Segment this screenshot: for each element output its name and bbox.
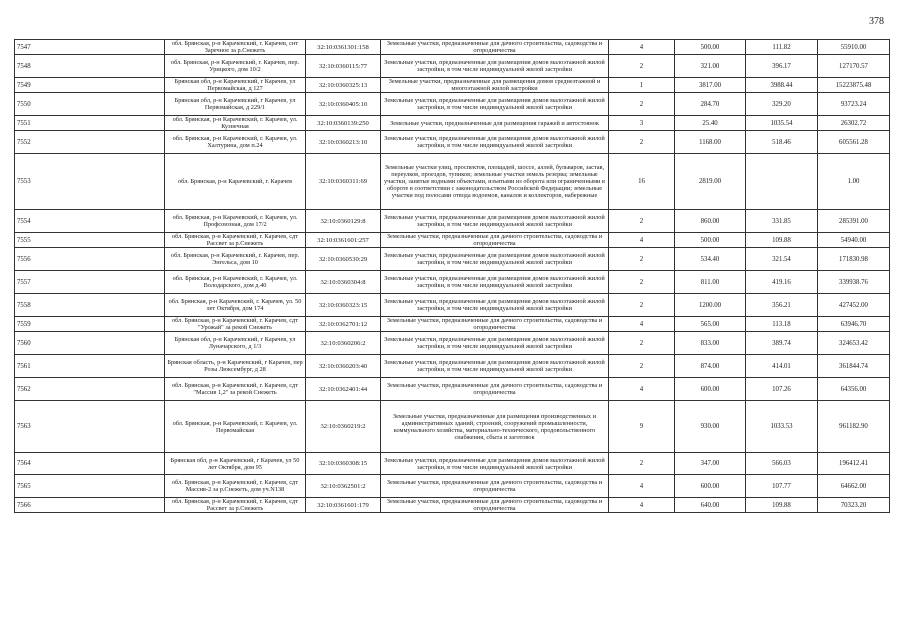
cadastral-number-cell: 32:10:0360213:10 — [306, 131, 381, 154]
table-row — [15, 475, 890, 498]
cadastral-value-cell: 54940.00 — [818, 233, 890, 248]
table-row — [15, 332, 890, 355]
cadastral-value-cell: 63946.70 — [818, 317, 890, 332]
area-cell: 1200.00 — [675, 294, 746, 317]
address-cell: обл. Брянская, р-н Карачевский, г. Карачев, сдт "Массив 1,2" за рекой Снежеть — [165, 378, 306, 401]
cadastral-value-table — [14, 39, 890, 513]
address-cell: Брянская область, р-н Карачевский, г Карачев, пер Розы Люксембург, д 28 — [165, 355, 306, 378]
land-use-cell: Земельные участки, предназначенные для размещения домов малоэтажной жилой застройки, в том числе индивидуальной жилой застройки — [381, 332, 609, 355]
table-row — [15, 453, 890, 475]
specific-value-cell: 1033.53 — [746, 401, 818, 453]
address-cell: обл. Брянская, р-н Карачевский, г. Карачев, сдт Рассвет за р.Снежеть — [165, 498, 306, 513]
cadastral-value-cell: 961182.90 — [818, 401, 890, 453]
cadastral-value-cell: 15223875.48 — [818, 78, 890, 93]
specific-value-cell: 419.16 — [746, 271, 818, 294]
table-row — [15, 317, 890, 332]
cadastral-number-cell: 32:10:0361601:179 — [306, 498, 381, 513]
cadastral-number-cell: 32:10:0360325:13 — [306, 78, 381, 93]
cadastral-value-cell: 196412.41 — [818, 453, 890, 475]
group-cell: 2 — [609, 248, 675, 271]
group-cell: 4 — [609, 475, 675, 498]
land-use-cell: Земельные участки, предназначенные для дачного строительства, садоводства и огородничества — [381, 317, 609, 332]
table-row — [15, 498, 890, 513]
group-cell: 4 — [609, 378, 675, 401]
table-row — [15, 78, 890, 93]
cadastral-value-cell: 127170.57 — [818, 55, 890, 78]
specific-value-cell: 107.26 — [746, 378, 818, 401]
area-cell: 930.00 — [675, 401, 746, 453]
land-use-cell: Земельные участки улиц, проспектов, площадей, шоссе, аллей, бульваров, застав, переулков, проездов, тупиков; земельные участки земель резерва; земельные участки, занятые водными объектами, изъятыми из оборота или ограниченными в обороте в соответствии с законодательством Российской Федерации; земельные участки под полосами отвода водоемов, каналов и коллекторов, набережные — [381, 154, 609, 210]
cadastral-number-cell: 32:10:0360139:250 — [306, 116, 381, 131]
land-use-cell: Земельные участки, предназначенные для дачного строительства, садоводства и огородничества — [381, 498, 609, 513]
specific-value-cell: 356.21 — [746, 294, 818, 317]
area-cell: 3817.00 — [675, 78, 746, 93]
land-use-cell: Земельные участки, предназначенные для размещения гаражей и автостоянок — [381, 116, 609, 131]
address-cell: обл. Брянская, р-н Карачевский, г. Карачев, ул. Профсоюзная, дом 17/2 — [165, 210, 306, 233]
area-cell: 833.00 — [675, 332, 746, 355]
land-use-cell: Земельные участки, предназначенные для размещения домов малоэтажной жилой застройки, в том числе индивидуальной жилой застройки — [381, 271, 609, 294]
area-cell: 2819.00 — [675, 154, 746, 210]
specific-value-cell: 566.03 — [746, 453, 818, 475]
area-cell: 860.00 — [675, 210, 746, 233]
address-cell: обл. Брянская, р-н Карачевский, г. Карачев, сдт Массив-2 за р.Снежеть, дом уч.N138 — [165, 475, 306, 498]
address-cell: обл. Брянская, р-н Карачевский, г. Карачев, ул. Халтурина, дом п.24 — [165, 131, 306, 154]
row-number: 7558 — [15, 294, 165, 317]
row-number: 7551 — [15, 116, 165, 131]
row-number: 7550 — [15, 93, 165, 116]
group-cell: 2 — [609, 294, 675, 317]
specific-value-cell: 321.54 — [746, 248, 818, 271]
area-cell: 811.00 — [675, 271, 746, 294]
address-cell: обл. Брянская, р-н Карачевский, г. Карачев, пер. Урицкого, дом 10/2 — [165, 55, 306, 78]
table-row — [15, 55, 890, 78]
group-cell: 2 — [609, 210, 675, 233]
table-row — [15, 154, 890, 210]
land-use-cell: Земельные участки, предназначенные для размещения домов малоэтажной жилой застройки, в том числе индивидуальной жилой застройки — [381, 453, 609, 475]
row-number: 7564 — [15, 453, 165, 475]
row-number: 7563 — [15, 401, 165, 453]
group-cell: 4 — [609, 498, 675, 513]
land-use-cell: Земельные участки, предназначенные для размещения домов малоэтажной жилой застройки, в том числе индивидуальной жилой застройки — [381, 355, 609, 378]
area-cell: 565.00 — [675, 317, 746, 332]
area-cell: 600.00 — [675, 378, 746, 401]
land-use-cell: Земельные участки, предназначенные для размещения домов малоэтажной жилой застройки, в том числе индивидуальной жилой застройки — [381, 93, 609, 116]
land-use-cell: Земельные участки, предназначенные для дачного строительства, садоводства и огородничества — [381, 475, 609, 498]
cadastral-value-cell: 64662.00 — [818, 475, 890, 498]
table-row — [15, 93, 890, 116]
cadastral-number-cell: 32:10:0360206:2 — [306, 332, 381, 355]
group-cell: 2 — [609, 355, 675, 378]
land-use-cell: Земельные участки, предназначенные для размещения домов малоэтажной жилой застройки, в том числе индивидуальной жилой застройки — [381, 248, 609, 271]
area-cell: 874.00 — [675, 355, 746, 378]
specific-value-cell: 518.46 — [746, 131, 818, 154]
specific-value-cell: 107.77 — [746, 475, 818, 498]
land-use-cell: Земельные участки, предназначенные для размещения домов малоэтажной жилой застройки, в том числе индивидуальной жилой застройки — [381, 294, 609, 317]
table-row — [15, 248, 890, 271]
area-cell: 640.00 — [675, 498, 746, 513]
address-cell: обл. Брянская, р-н Карачевский, г. Карачев, ул. 50 лет Октября, дом 174 — [165, 294, 306, 317]
table-row — [15, 294, 890, 317]
group-cell: 4 — [609, 317, 675, 332]
area-cell: 321.00 — [675, 55, 746, 78]
cadastral-number-cell: 32:10:0361301:158 — [306, 40, 381, 55]
cadastral-value-cell: 93723.24 — [818, 93, 890, 116]
specific-value-cell: 396.17 — [746, 55, 818, 78]
group-cell: 3 — [609, 116, 675, 131]
area-cell: 600.00 — [675, 475, 746, 498]
row-number: 7561 — [15, 355, 165, 378]
row-number: 7548 — [15, 55, 165, 78]
cadastral-number-cell: 32:10:0360219:2 — [306, 401, 381, 453]
cadastral-value-cell: 55910.00 — [818, 40, 890, 55]
specific-value-cell: 109.88 — [746, 233, 818, 248]
row-number: 7560 — [15, 332, 165, 355]
cadastral-number-cell: 32:10:0362701:12 — [306, 317, 381, 332]
cadastral-value-cell: 171830.98 — [818, 248, 890, 271]
cadastral-value-cell: 361844.74 — [818, 355, 890, 378]
cadastral-number-cell: 32:10:0360311:69 — [306, 154, 381, 210]
cadastral-value-cell: 26302.72 — [818, 116, 890, 131]
row-number: 7565 — [15, 475, 165, 498]
specific-value-cell: 329.20 — [746, 93, 818, 116]
group-cell: 1 — [609, 78, 675, 93]
cadastral-number-cell: 32:10:0361601:257 — [306, 233, 381, 248]
group-cell: 16 — [609, 154, 675, 210]
area-cell: 347.00 — [675, 453, 746, 475]
group-cell: 2 — [609, 131, 675, 154]
cadastral-value-cell: 64356.00 — [818, 378, 890, 401]
row-number: 7549 — [15, 78, 165, 93]
group-cell: 2 — [609, 332, 675, 355]
address-cell: обл. Брянская, р-н Карачевский, г. Карачев, ул. Кузнечная — [165, 116, 306, 131]
row-number: 7566 — [15, 498, 165, 513]
address-cell: Брянская обл, р-н Карачевский, г Карачев, ул Первомайская, д 229/1 — [165, 93, 306, 116]
address-cell: обл. Брянская, р-н Карачевский, г. Карачев, сдт "Урожай" за рекой Снежеть — [165, 317, 306, 332]
group-cell: 4 — [609, 40, 675, 55]
row-number: 7553 — [15, 154, 165, 210]
row-number: 7557 — [15, 271, 165, 294]
cadastral-number-cell: 32:10:0360530:29 — [306, 248, 381, 271]
cadastral-number-cell: 32:10:0360308:15 — [306, 453, 381, 475]
area-cell: 284.70 — [675, 93, 746, 116]
specific-value-cell: 389.74 — [746, 332, 818, 355]
specific-value-cell: 1035.54 — [746, 116, 818, 131]
cadastral-value-cell: 324653.42 — [818, 332, 890, 355]
row-number: 7556 — [15, 248, 165, 271]
specific-value-cell: 111.82 — [746, 40, 818, 55]
land-use-cell: Земельные участки, предназначенные для дачного строительства, садоводства и огородничества — [381, 40, 609, 55]
specific-value-cell: 109.88 — [746, 498, 818, 513]
address-cell: обл. Брянская, р-н Карачевский, г. Карачев, снт Заречное за р.Снежеть — [165, 40, 306, 55]
cadastral-value-cell: 285391.00 — [818, 210, 890, 233]
address-cell: Брянская обл, р-н Карачевский, г Карачев, ул 50 лет Октября, дом 95 — [165, 453, 306, 475]
address-cell: обл. Брянская, р-н Карачевский, г. Карачев, сдт Рассвет за р.Снежеть — [165, 233, 306, 248]
group-cell: 9 — [609, 401, 675, 453]
specific-value-cell: 414.01 — [746, 355, 818, 378]
specific-value-cell: 331.85 — [746, 210, 818, 233]
page-number: 378 — [869, 16, 884, 27]
table-row — [15, 271, 890, 294]
table-row — [15, 401, 890, 453]
area-cell: 500.00 — [675, 40, 746, 55]
land-use-cell: Земельные участки, предназначенные для размещения домов малоэтажной жилой застройки, в том числе индивидуальной жилой застройки — [381, 131, 609, 154]
area-cell: 534.40 — [675, 248, 746, 271]
cadastral-number-cell: 32:10:0360323:15 — [306, 294, 381, 317]
cadastral-number-cell: 32:10:0360115:77 — [306, 55, 381, 78]
land-use-cell: Земельные участки, предназначенные для дачного строительства, садоводства и огородничества — [381, 378, 609, 401]
row-number: 7559 — [15, 317, 165, 332]
row-number: 7562 — [15, 378, 165, 401]
table-row — [15, 210, 890, 233]
group-cell: 2 — [609, 55, 675, 78]
land-use-cell: Земельные участки, предназначенные для размещения производственных и административных зданий, строений, сооружений промышленности, коммунального хозяйства, материально-технического, продовольственного снабжения, сбыта и заготовок — [381, 401, 609, 453]
area-cell: 25.40 — [675, 116, 746, 131]
row-number: 7555 — [15, 233, 165, 248]
row-number: 7554 — [15, 210, 165, 233]
table-row — [15, 116, 890, 131]
land-use-cell: Земельные участки, предназначенные для размещения домов малоэтажной жилой застройки, в том числе индивидуальной жилой застройки — [381, 55, 609, 78]
cadastral-number-cell: 32:10:0360203:40 — [306, 355, 381, 378]
land-use-cell: Земельные участки, предназначенные для дачного строительства, садоводства и огородничества — [381, 233, 609, 248]
table-row — [15, 40, 890, 55]
group-cell: 2 — [609, 93, 675, 116]
table-body — [15, 40, 890, 513]
specific-value-cell: 113.18 — [746, 317, 818, 332]
land-use-cell: Земельные участки, предназначенные для размещения домов среднеэтажной и многоэтажной жилой застройки — [381, 78, 609, 93]
cadastral-number-cell: 32:10:0362501:2 — [306, 475, 381, 498]
table-row — [15, 355, 890, 378]
specific-value-cell — [746, 154, 818, 210]
area-cell: 500.00 — [675, 233, 746, 248]
address-cell: обл. Брянская, р-н Карачевский, г. Карачев — [165, 154, 306, 210]
cadastral-number-cell: 32:10:0360304:8 — [306, 271, 381, 294]
address-cell: Брянская обл, р-н Карачевский, г Карачев, ул Луначарского, д 1/3 — [165, 332, 306, 355]
cadastral-value-cell: 70323.20 — [818, 498, 890, 513]
address-cell: обл. Брянская, р-н Карачевский, г. Карачев, ул. Володарского, дом д.40 — [165, 271, 306, 294]
table-row — [15, 233, 890, 248]
cadastral-value-cell: 1.00 — [818, 154, 890, 210]
specific-value-cell: 3988.44 — [746, 78, 818, 93]
cadastral-number-cell: 32:10:0362401:44 — [306, 378, 381, 401]
row-number: 7552 — [15, 131, 165, 154]
cadastral-number-cell: 32:10:0360129:8 — [306, 210, 381, 233]
cadastral-value-cell: 339938.76 — [818, 271, 890, 294]
area-cell: 1168.00 — [675, 131, 746, 154]
address-cell: Брянская обл, р-н Карачевский, г Карачев, ул Первомайская, д 127 — [165, 78, 306, 93]
group-cell: 2 — [609, 271, 675, 294]
group-cell: 2 — [609, 453, 675, 475]
cadastral-value-cell: 427452.00 — [818, 294, 890, 317]
land-use-cell: Земельные участки, предназначенные для размещения домов малоэтажной жилой застройки, в том числе индивидуальной жилой застройки — [381, 210, 609, 233]
address-cell: обл. Брянская, р-н Карачевский, г. Карачев, пер. Энгельса, дом 10 — [165, 248, 306, 271]
group-cell: 4 — [609, 233, 675, 248]
cadastral-value-cell: 605561.28 — [818, 131, 890, 154]
table-row — [15, 378, 890, 401]
address-cell: обл. Брянская, р-н Карачевский, г. Карачев, ул. Первомайская — [165, 401, 306, 453]
row-number: 7547 — [15, 40, 165, 55]
table-row — [15, 131, 890, 154]
cadastral-number-cell: 32:10:0360405:10 — [306, 93, 381, 116]
